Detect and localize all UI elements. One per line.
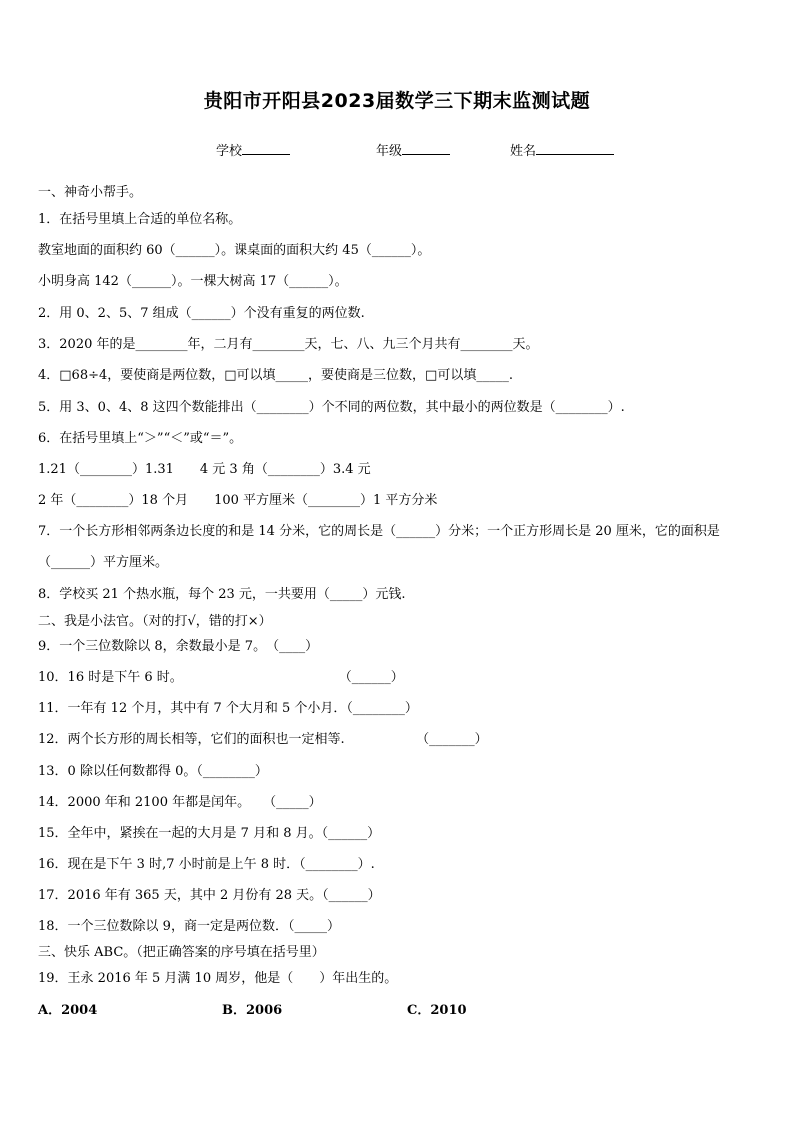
name-field: [510, 140, 614, 159]
question-11: 11．一年有 12 个月，其中有 7 个大月和 5 个小月．（________）: [38, 701, 418, 716]
question-5: 5．用 3、0、4、8 这四个数能排出（________）个不同的两位数，其中最小的两位数是（________）.: [38, 400, 625, 415]
question-13: 13．0 除以任何数都得 0。（________）: [38, 764, 268, 779]
section-2-heading: 二、我是小法官。（对的打√，错的打×）: [38, 614, 272, 629]
name-blank[interactable]: [536, 143, 614, 155]
question-19: 19．王永 2016 年 5 月满 10 周岁，他是（ ）年出生的。: [38, 971, 398, 986]
question-6-row-1: 1.21（________）1.31 4 元 3 角（________）3.4 元: [38, 462, 371, 477]
grade-blank[interactable]: [402, 143, 450, 155]
question-7-continued: （______）平方厘米。: [38, 555, 169, 570]
question-1-part-b: 小明身高 142（______）。一棵大树高 17（______）。: [38, 274, 348, 289]
choice-c: C．2010: [407, 1003, 467, 1018]
question-14: 14．2000 年和 2100 年都是闰年。 （_____）: [38, 795, 322, 810]
question-6: 6．在括号里填上“＞”“＜”或“＝”。: [38, 431, 243, 446]
question-12: 12．两个长方形的周长相等，它们的面积也一定相等. （_______）: [38, 732, 488, 747]
question-1: 1．在括号里填上合适的单位名称。: [38, 212, 242, 227]
question-15: 15．全年中，紧挨在一起的大月是 7 月和 8 月。（______）: [38, 826, 381, 841]
question-1-part-a: 教室地面的面积约 60（______）。课桌面的面积大约 45（______）。: [38, 243, 431, 258]
section-3-heading: 三、快乐 ABC。（把正确答案的序号填在括号里）: [38, 945, 325, 960]
school-label: 学校: [216, 144, 243, 159]
name-label: 姓名: [510, 144, 537, 159]
question-2: 2．用 0、2、5、7 组成（______）个没有重复的两位数.: [38, 306, 365, 321]
grade-label: 年级: [376, 144, 403, 159]
question-17: 17．2016 年有 365 天，其中 2 月份有 28 天。（______）: [38, 888, 381, 903]
grade-field: [376, 140, 450, 159]
question-8: 8．学校买 21 个热水瓶，每个 23 元，一共要用（_____）元钱.: [38, 587, 406, 602]
question-18: 18．一个三位数除以 9，商一定是两位数．（_____）: [38, 919, 340, 934]
choice-a: A．2004: [38, 1003, 98, 1018]
question-9: 9．一个三位数除以 8，余数最小是 7。 （____）: [38, 639, 319, 654]
school-blank[interactable]: [242, 143, 290, 155]
question-16: 16．现在是下午 3 时,7 小时前是上午 8 时．（________）.: [38, 857, 375, 872]
section-1-heading: 一、神奇小帮手。: [38, 185, 143, 200]
school-field: [216, 140, 290, 159]
page-title: 贵阳市开阳县2023届数学三下期末监测试题: [203, 90, 591, 112]
question-7: 7．一个长方形相邻两条边长度的和是 14 分米，它的周长是（______）分米；一个正方形周长是 20 厘米，它的面积是: [38, 524, 720, 539]
question-4: 4．□68÷4，要使商是两位数，□可以填_____，要使商是三位数，□可以填_____.: [38, 368, 513, 383]
question-10: 10．16 时是下午 6 时。 （______）: [38, 670, 404, 685]
question-6-row-2: 2 年（________）18 个月 100 平方厘米（________）1 平方分米: [38, 493, 438, 508]
choice-b: B．2006: [222, 1003, 283, 1018]
question-3: 3．2020 年的是________年，二月有________天，七、八、九三个月共有________天。: [38, 337, 539, 352]
